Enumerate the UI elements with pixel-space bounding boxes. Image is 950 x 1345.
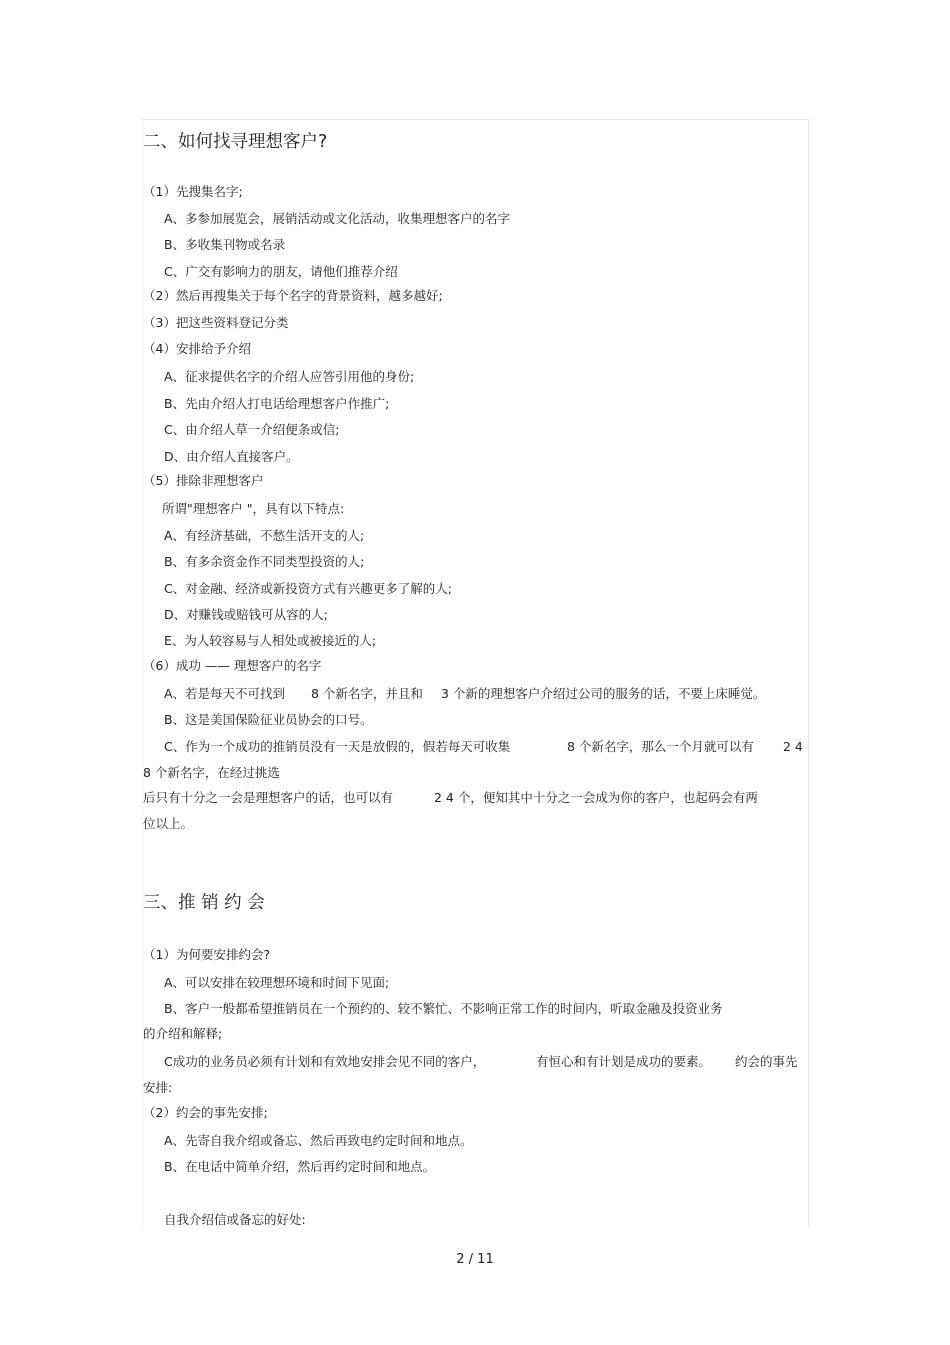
list-item: E、为人较容易与人相处或被接近的人; — [164, 633, 377, 648]
list-item: C、对金融、经济或新投资方式有兴趣更多了解的人; — [164, 581, 452, 596]
list-item: C、由介绍人草一介绍便条或信; — [164, 422, 340, 437]
list-item: D、由介绍人直接客户。 — [164, 449, 299, 464]
list-item: A、多参加展览会，展销活动或文化活动，收集理想客户的名字 — [164, 211, 511, 226]
list-item: 8 个新名字，那么一个月就可以有 — [567, 739, 754, 754]
list-item: A、先寄自我介绍或备忘、然后再致电约定时间和地点。 — [164, 1133, 473, 1148]
list-item: 安排: — [143, 1080, 173, 1095]
list-item: B、这是美国保险征业员协会的口号。 — [164, 712, 373, 727]
list-item: 有恒心和有计划是成功的要素。 — [536, 1054, 712, 1069]
list-item: A、征求提供名字的介绍人应答引用他的身份; — [164, 369, 415, 384]
list-item: 后只有十分之一会是理想客户的话，也可以有 — [143, 790, 394, 805]
list-item: B、在电话中简单介绍，然后再约定时间和地点。 — [164, 1159, 436, 1174]
paragraph: （1）先搜集名字; — [143, 184, 243, 199]
list-item: 2 4 — [783, 739, 803, 754]
paragraph: （6）成功 —— 理想客户的名字 — [143, 658, 322, 673]
list-item: B、先由介绍人打电话给理想客户作推广; — [164, 396, 390, 411]
list-item: B、有多余资金作不同类型投资的人; — [164, 554, 365, 569]
list-item: A、若是每天不可找到 — [164, 686, 286, 701]
list-item: A、有经济基础，不愁生活开支的人; — [164, 528, 365, 543]
list-item: D、对赚钱或赔钱可从容的人; — [164, 607, 328, 622]
paragraph: （1）为何要安排约会? — [143, 947, 271, 962]
paragraph: （3）把这些资料登记分类 — [143, 315, 289, 330]
list-item: C成功的业务员必须有计划和有效地安排会见不同的客户， — [164, 1054, 486, 1069]
paragraph: （2）约会的事先安排; — [143, 1105, 268, 1120]
paragraph: （5）排除非理想客户 — [143, 473, 264, 488]
paragraph: 所谓"理想客户 "，具有以下特点: — [162, 501, 345, 516]
list-item: B、客户一般都希望推销员在一个预约的、较不繁忙、不影响正常工作的时间内，听取金融及投资业务 — [164, 1001, 723, 1016]
page-number: 2 / 11 — [456, 1252, 494, 1267]
list-item: 的介绍和解释; — [143, 1026, 223, 1041]
list-item: 3 个新的理想客户介绍过公司的服务的话，不要上床睡觉。 — [441, 686, 766, 701]
paragraph: （4）安排给予介绍 — [143, 341, 251, 356]
list-item: A、可以安排在较理想环境和时间下见面; — [164, 975, 390, 990]
section-3-title: 三、推 销 约 会 — [143, 893, 265, 913]
paragraph: （2）然后再搜集关于每个名字的背景资料，越多越好; — [143, 288, 443, 303]
list-item: 约会的事先 — [735, 1054, 798, 1069]
list-item: 8 个新名字，并且和 — [311, 686, 423, 701]
list-item: B、多收集刊物或名录 — [164, 237, 286, 252]
paragraph: 自我介绍信或备忘的好处: — [164, 1212, 306, 1227]
list-item: 2 4 个，便知其中十分之一会成为你的客户，也起码会有两 — [434, 790, 758, 805]
section-2-title: 二、如何找寻理想客户? — [143, 132, 328, 152]
list-item: C、广交有影响力的朋友，请他们推荐介绍 — [164, 264, 398, 279]
list-item: 位以上。 — [143, 816, 194, 831]
list-item: 8 个新名字，在经过挑选 — [143, 765, 280, 780]
list-item: C、作为一个成功的推销员没有一天是放假的，假若每天可收集 — [164, 739, 511, 754]
